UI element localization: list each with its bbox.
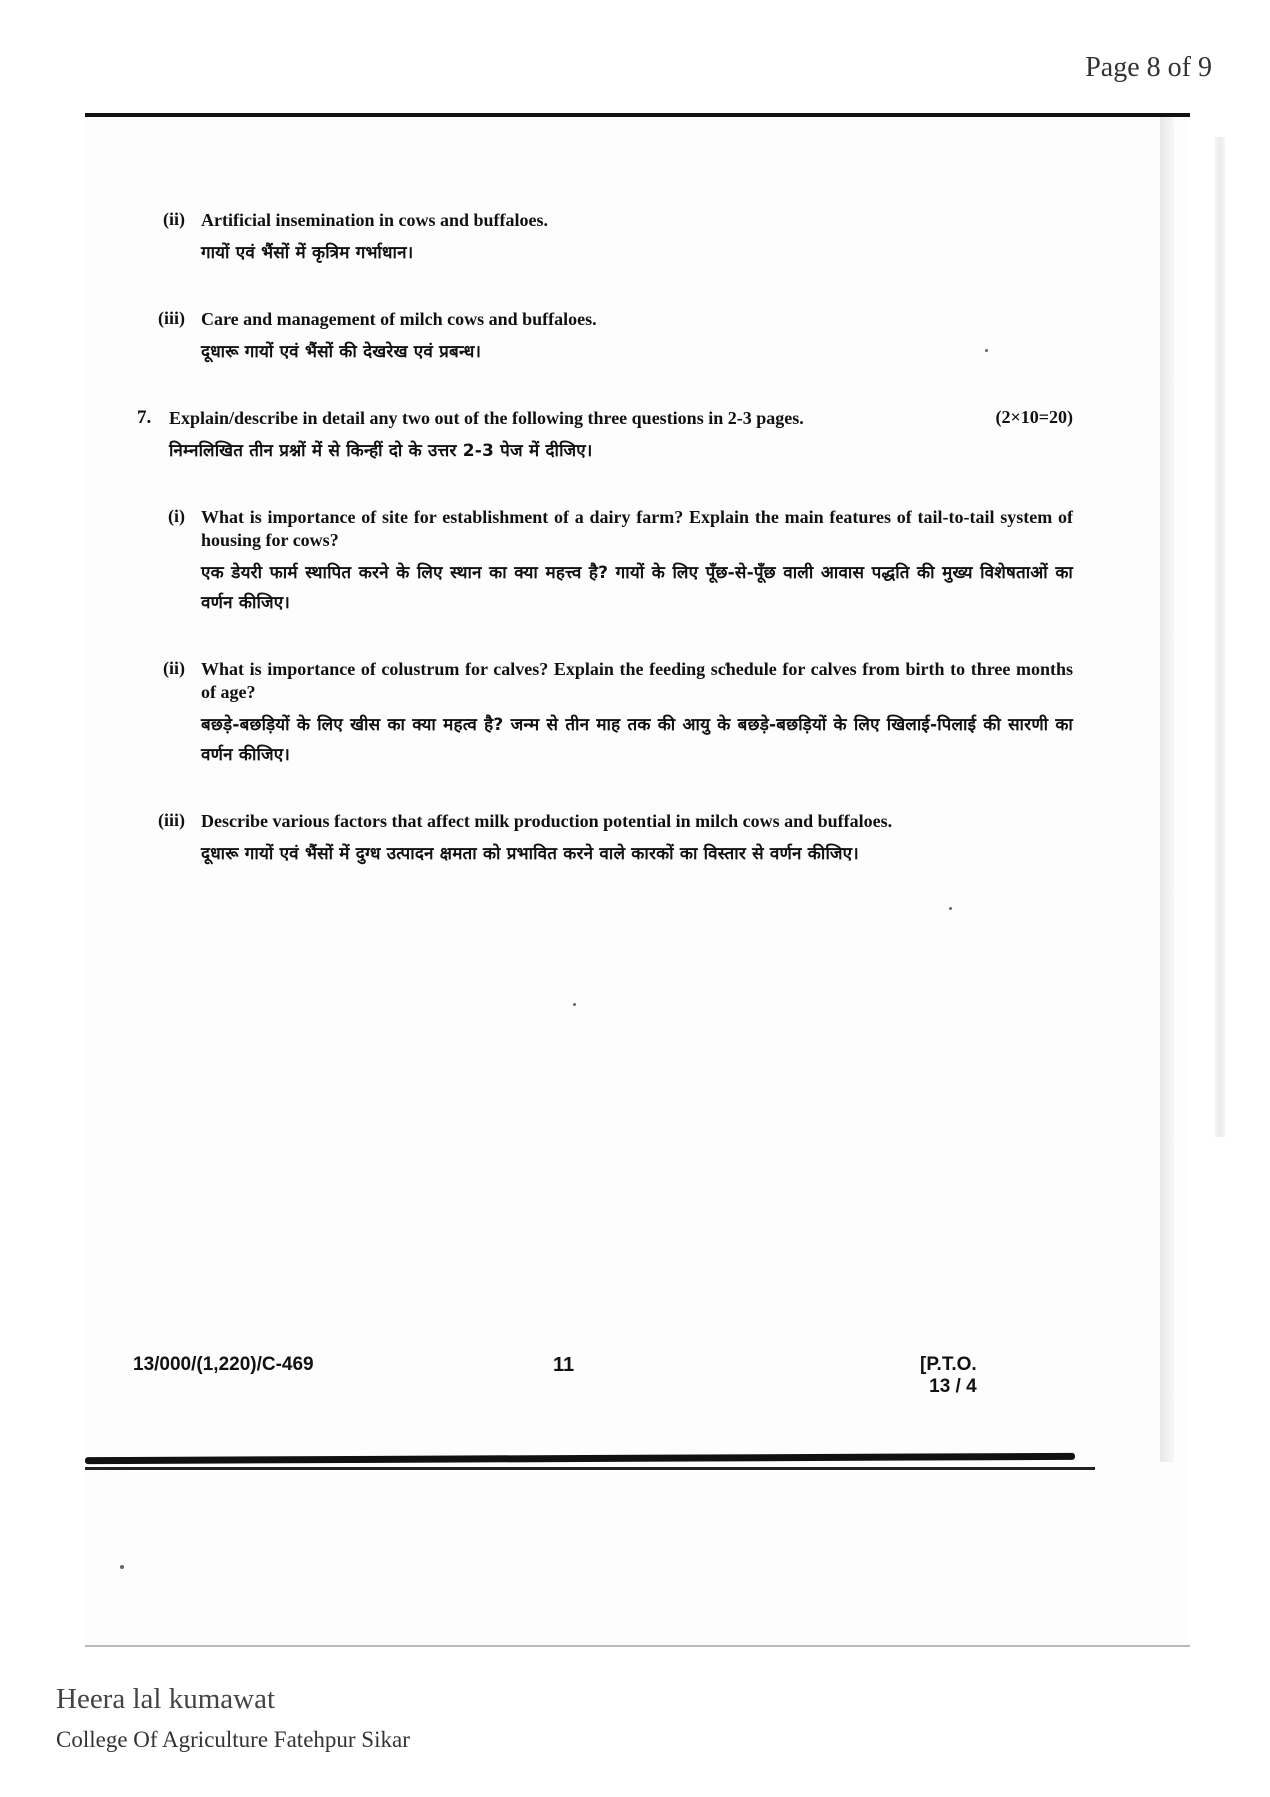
part-number: (iii) bbox=[158, 308, 185, 328]
exam-content bbox=[133, 209, 1073, 909]
scan-speck bbox=[120, 1565, 124, 1569]
part-text-en: Describe various factors that affect milk production potential in milch cows and buffaloes. bbox=[201, 811, 893, 831]
paper-code: 13/000/(1,220)/C-469 bbox=[133, 1354, 314, 1375]
part-number: (ii) bbox=[163, 658, 185, 678]
q7-part-ii bbox=[133, 658, 1073, 770]
part-text-hi: दूधारू गायों एवं भैंसों की देखरेख एवं प्रबन्ध। bbox=[201, 342, 482, 362]
part-text-hi: बछड़े-बछड़ियों के लिए खीस का क्या महत्व है? जन्म से तीन माह तक की आयु के बछड़े-बछड़ियों के लिए खिलाई-पिलाई की सारणी का वर्णन कीजिए। bbox=[201, 715, 1073, 765]
scan-bottom-border bbox=[85, 1645, 1190, 1647]
q7-part-iii bbox=[133, 810, 1073, 869]
part-number: (ii) bbox=[163, 209, 185, 229]
scanned-exam-page bbox=[85, 117, 1190, 1647]
q6-part-ii bbox=[133, 209, 1073, 268]
set-number: 13 / 4 bbox=[929, 1376, 977, 1397]
scan-speck bbox=[573, 1003, 576, 1006]
part-text-hi: गायों एवं भैंसों में कृत्रिम गर्भाधान। bbox=[201, 243, 414, 263]
question-text-en: Explain/describe in detail any two out of the following three questions in 2-3 pages. bbox=[169, 408, 804, 428]
q6-part-iii bbox=[133, 308, 1073, 367]
scan-bottom-edge-line bbox=[85, 1467, 1095, 1470]
part-text-en: What is importance of colustrum for calves? Explain the feeding schedule for calves from birth to three months of age? bbox=[201, 659, 1073, 702]
pto-block bbox=[920, 1354, 977, 1398]
part-text-hi: एक डेयरी फार्म स्थापित करने के लिए स्थान का क्या महत्त्व है? गायों के लिए पूँछ-से-पूँछ वाली आवास पद्धति की मुख्य विशेषताओं का वर्णन कीजिए। bbox=[201, 563, 1073, 613]
part-number: (i) bbox=[168, 506, 185, 526]
question-text-hi: निम्नलिखित तीन प्रश्नों में से किन्हीं दो के उत्तर 2-3 पेज में दीजिए। bbox=[169, 441, 593, 461]
page-counter: Page 8 of 9 bbox=[1085, 52, 1212, 83]
pto-label: [P.T.O. bbox=[920, 1354, 977, 1375]
part-text-en: What is importance of site for establishment of a dairy farm? Explain the main features of tail-to-tail system of housing for cows? bbox=[201, 507, 1073, 550]
question-marks: (2×10=20) bbox=[995, 407, 1073, 427]
question-7 bbox=[133, 407, 1073, 466]
q7-part-i bbox=[133, 506, 1073, 618]
scan-page-edge bbox=[1160, 117, 1174, 1462]
question-number: 7. bbox=[137, 407, 152, 428]
part-number: (iii) bbox=[158, 810, 185, 830]
college-name: College Of Agriculture Fatehpur Sikar bbox=[56, 1727, 410, 1752]
printed-page-number: 11 bbox=[553, 1354, 575, 1376]
scan-shadow bbox=[1215, 137, 1225, 1137]
part-text-en: Care and management of milch cows and buffaloes. bbox=[201, 309, 597, 329]
author-name: Heera lal kumawat bbox=[56, 1683, 276, 1715]
part-text-hi: दूधारू गायों एवं भैंसों में दुग्ध उत्पादन क्षमता को प्रभावित करने वाले कारकों का विस्तार से वर्णन कीजिए। bbox=[201, 844, 859, 864]
part-text-en: Artificial insemination in cows and buffaloes. bbox=[201, 210, 549, 230]
scan-bottom-edge bbox=[85, 1453, 1075, 1464]
